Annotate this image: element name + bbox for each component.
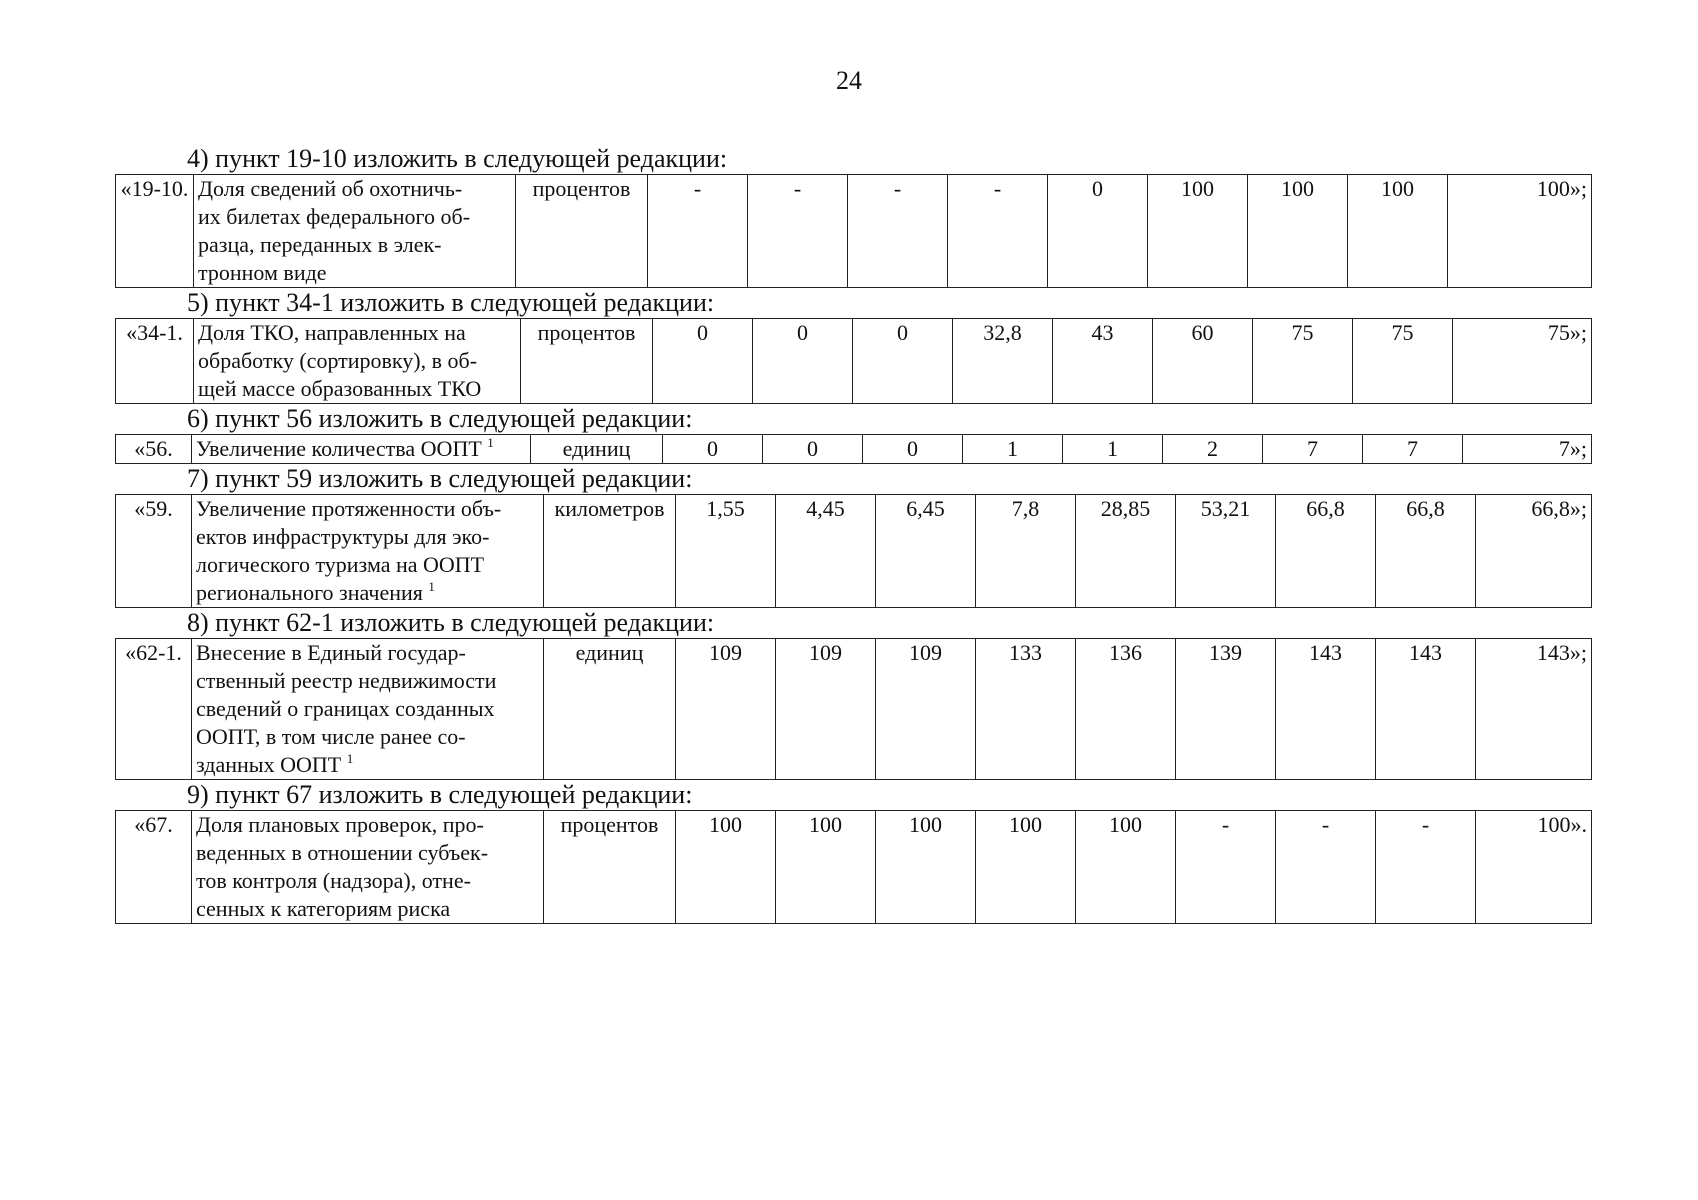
value-cell: 100 <box>776 811 876 924</box>
indicator-name-line: обработку (сортировку), в об- <box>198 348 478 373</box>
indicator-name-line: ектов инфраструктуры для эко- <box>196 524 490 549</box>
value-cell: 1,55 <box>676 495 776 608</box>
section-heading: 9) пункт 67 изложить в следующей редакции: <box>187 780 693 809</box>
indicator-name-line: логического туризма на ООПТ <box>196 552 485 577</box>
table-row <box>116 435 1592 464</box>
value-cell: 109 <box>776 639 876 780</box>
value-cell: 100 <box>1248 175 1348 288</box>
value-cell: 53,21 <box>1176 495 1276 608</box>
value-cell: 2 <box>1163 435 1263 464</box>
value-cell: 109 <box>876 639 976 780</box>
value-cell: 100 <box>976 811 1076 924</box>
value-cell: - <box>648 175 748 288</box>
unit: километров <box>544 495 676 608</box>
item-number: «62-1. <box>116 639 192 780</box>
value-cell: 66,8 <box>1276 495 1376 608</box>
value-cell: 0 <box>653 319 753 404</box>
value-cell: 28,85 <box>1076 495 1176 608</box>
value-cell: 66,8 <box>1376 495 1476 608</box>
unit: процентов <box>521 319 653 404</box>
footnote-marker: 1 <box>487 435 494 450</box>
table-row <box>116 639 1592 780</box>
value-cell: 136 <box>1076 639 1176 780</box>
value-cell: - <box>948 175 1048 288</box>
value-cell: - <box>1276 811 1376 924</box>
indicator-name <box>192 495 544 608</box>
indicator-name-line: Доля плановых проверок, про- <box>196 812 484 837</box>
item-number: «34-1. <box>116 319 194 404</box>
value-cell: 143»; <box>1476 639 1592 780</box>
indicator-name <box>192 811 544 924</box>
indicator-name-line: тов контроля (надзора), отне- <box>196 868 471 893</box>
value-cell: 1 <box>1063 435 1163 464</box>
indicator-table <box>115 434 1592 464</box>
item-number: «56. <box>116 435 192 464</box>
indicator-name-line: ственный реестр недвижимости <box>196 668 497 693</box>
value-cell: - <box>1176 811 1276 924</box>
indicator-name-line: тронном виде <box>198 260 327 285</box>
indicator-name <box>194 319 521 404</box>
indicator-name-line: Доля ТКО, направленных на <box>198 320 466 345</box>
value-cell: - <box>1376 811 1476 924</box>
indicator-name-line: сведений о границах созданных <box>196 696 495 721</box>
value-cell: 0 <box>753 319 853 404</box>
unit: процентов <box>516 175 648 288</box>
indicator-table <box>115 494 1592 608</box>
unit: процентов <box>544 811 676 924</box>
value-cell: 32,8 <box>953 319 1053 404</box>
section-heading: 4) пункт 19-10 изложить в следующей редакции: <box>187 144 728 173</box>
indicator-name <box>192 435 531 464</box>
table-row <box>116 495 1592 608</box>
footnote-marker: 1 <box>346 751 354 766</box>
value-cell: 100 <box>1348 175 1448 288</box>
indicator-name-line: зданных ООПТ <box>196 752 342 777</box>
value-cell: 7 <box>1363 435 1463 464</box>
value-cell: 100»; <box>1448 175 1592 288</box>
indicator-name-line: Внесение в Единый государ- <box>196 640 466 665</box>
value-cell: 6,45 <box>876 495 976 608</box>
item-number: «59. <box>116 495 192 608</box>
value-cell: 139 <box>1176 639 1276 780</box>
value-cell: 4,45 <box>776 495 876 608</box>
indicator-name-line: сенных к категориям риска <box>196 896 451 921</box>
indicator-name-line: Увеличение количества ООПТ <box>196 436 482 461</box>
indicator-name <box>192 639 544 780</box>
value-cell: 143 <box>1376 639 1476 780</box>
indicator-name-line: ООПТ, в том числе ранее со- <box>196 724 466 749</box>
unit: единиц <box>531 435 663 464</box>
indicator-name-line: разца, переданных в элек- <box>198 232 442 257</box>
value-cell: 60 <box>1153 319 1253 404</box>
item-number: «67. <box>116 811 192 924</box>
value-cell: - <box>748 175 848 288</box>
indicator-name-line: регионального значения <box>196 580 423 605</box>
indicator-name-line: веденных в отношении субъек- <box>196 840 489 865</box>
indicator-table <box>115 174 1592 288</box>
indicator-name-line: их билетах федерального об- <box>198 204 471 229</box>
value-cell: 0 <box>853 319 953 404</box>
value-cell: 100 <box>676 811 776 924</box>
footnote-marker: 1 <box>428 579 435 594</box>
table-row <box>116 175 1592 288</box>
value-cell: 100 <box>1148 175 1248 288</box>
value-cell: 100 <box>1076 811 1176 924</box>
value-cell: 0 <box>763 435 863 464</box>
value-cell: 7,8 <box>976 495 1076 608</box>
indicator-name <box>194 175 516 288</box>
value-cell: 1 <box>963 435 1063 464</box>
indicator-name-line: щей массе образованных ТКО <box>198 376 482 401</box>
table-row <box>116 811 1592 924</box>
section-heading: 7) пункт 59 изложить в следующей редакции: <box>187 464 693 493</box>
value-cell: 109 <box>676 639 776 780</box>
section-heading: 5) пункт 34-1 изложить в следующей редакции: <box>187 288 715 317</box>
value-cell: 66,8»; <box>1476 495 1592 608</box>
indicator-table <box>115 638 1592 780</box>
amendments <box>115 144 1591 924</box>
value-cell: 75 <box>1253 319 1353 404</box>
value-cell: 7 <box>1263 435 1363 464</box>
value-cell: 143 <box>1276 639 1376 780</box>
page-number: 24 <box>836 66 862 95</box>
value-cell: 0 <box>1048 175 1148 288</box>
value-cell: 0 <box>663 435 763 464</box>
value-cell: 75 <box>1353 319 1453 404</box>
value-cell: 7»; <box>1463 435 1592 464</box>
value-cell: 43 <box>1053 319 1153 404</box>
value-cell: 133 <box>976 639 1076 780</box>
value-cell: - <box>848 175 948 288</box>
table-row <box>116 319 1592 404</box>
value-cell: 100 <box>876 811 976 924</box>
value-cell: 100». <box>1476 811 1592 924</box>
unit: единиц <box>544 639 676 780</box>
indicator-table <box>115 810 1592 924</box>
value-cell: 75»; <box>1453 319 1592 404</box>
item-number: «19-10. <box>116 175 194 288</box>
indicator-name-line: Доля сведений об охотничь- <box>198 176 463 201</box>
value-cell: 0 <box>863 435 963 464</box>
section-heading: 6) пункт 56 изложить в следующей редакции: <box>187 404 693 433</box>
indicator-name-line: Увеличение протяженности объ- <box>196 496 502 521</box>
indicator-table <box>115 318 1592 404</box>
section-heading: 8) пункт 62-1 изложить в следующей редакции: <box>187 608 715 637</box>
